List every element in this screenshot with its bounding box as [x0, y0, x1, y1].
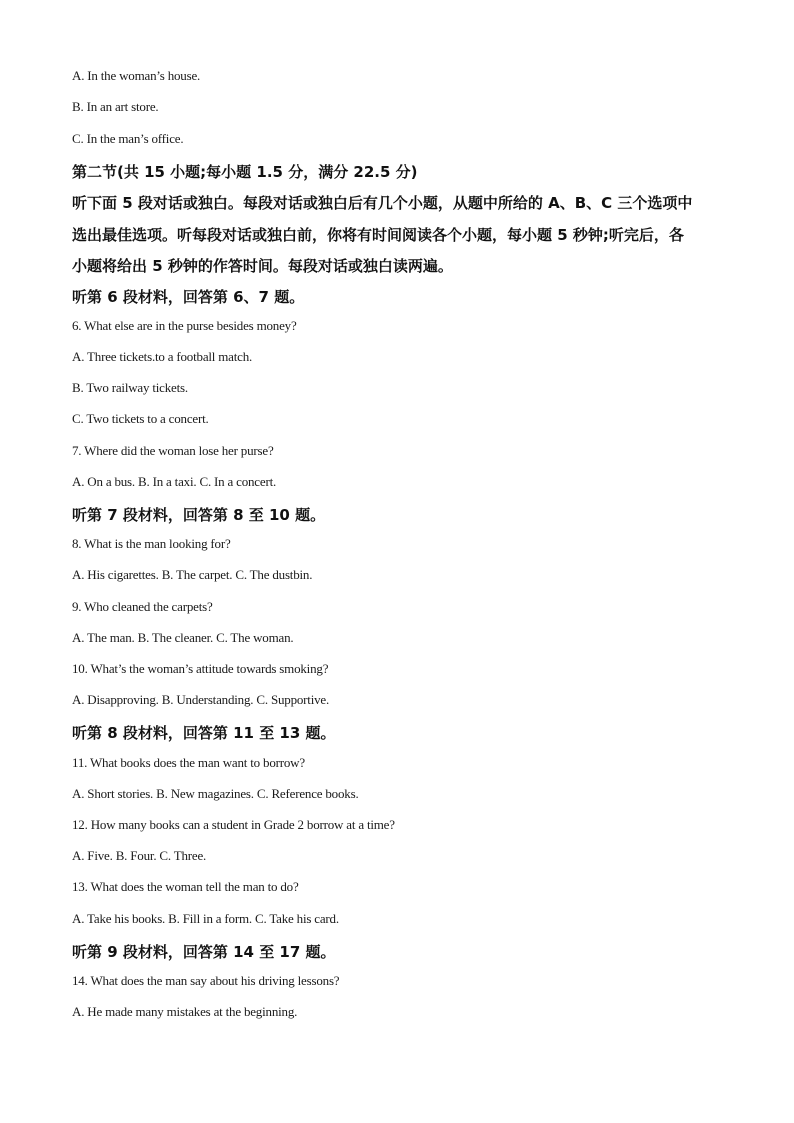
option-line: A. The man. B. The cleaner. C. The woman.	[72, 630, 294, 645]
option-line: C. Two tickets to a concert.	[72, 411, 209, 426]
question-line: 7. Where did the woman lose her purse?	[72, 443, 274, 458]
question-line: 10. What’s the woman’s attitude towards smoking?	[72, 661, 329, 676]
instruction-line: 听下面 5 段对话或独白。每段对话或独白后有几个小题，从题中所给的 A、B、C 三个选项中	[72, 194, 693, 212]
question-line: 11. What books does the man want to borrow?	[72, 755, 305, 770]
question-line: 13. What does the woman tell the man to do?	[72, 879, 299, 894]
question-line: 14. What does the man say about his driving lessons?	[72, 973, 340, 988]
question-line: 8. What is the man looking for?	[72, 536, 231, 551]
material-heading: 听第 7 段材料，回答第 8 至 10 题。	[72, 506, 326, 524]
option-line: C. In the man’s office.	[72, 131, 184, 146]
material-heading: 听第 9 段材料，回答第 14 至 17 题。	[72, 943, 336, 961]
option-line: A. Take his books. B. Fill in a form. C. Take his card.	[72, 911, 339, 926]
option-line: A. His cigarettes. B. The carpet. C. The dustbin.	[72, 567, 313, 582]
section-heading: 第二节(共 15 小题;每小题 1.5 分，满分 22.5 分)	[72, 163, 418, 181]
question-line: 6. What else are in the purse besides money?	[72, 318, 297, 333]
question-line: 9. Who cleaned the carpets?	[72, 599, 213, 614]
instruction-line: 选出最佳选项。听每段对话或独白前，你将有时间阅读各个小题，每小题 5 秒钟;听完后，各	[72, 226, 684, 244]
option-line: B. In an art store.	[72, 99, 159, 114]
option-line: A. He made many mistakes at the beginning.	[72, 1004, 298, 1019]
option-line: A. In the woman’s house.	[72, 68, 201, 83]
material-heading: 听第 8 段材料，回答第 11 至 13 题。	[72, 724, 336, 742]
instruction-line: 小题将给出 5 秒钟的作答时间。每段对话或独白读两遍。	[72, 257, 453, 275]
option-line: A. On a bus. B. In a taxi. C. In a concert.	[72, 474, 277, 489]
option-line: A. Three tickets.to a football match.	[72, 349, 253, 364]
option-line: A. Five. B. Four. C. Three.	[72, 848, 207, 863]
option-line: A. Short stories. B. New magazines. C. Reference books.	[72, 786, 359, 801]
material-heading: 听第 6 段材料，回答第 6、7 题。	[72, 288, 305, 306]
question-line: 12. How many books can a student in Grade 2 borrow at a time?	[72, 817, 395, 832]
option-line: B. Two railway tickets.	[72, 380, 188, 395]
option-line: A. Disapproving. B. Understanding. C. Supportive.	[72, 692, 330, 707]
